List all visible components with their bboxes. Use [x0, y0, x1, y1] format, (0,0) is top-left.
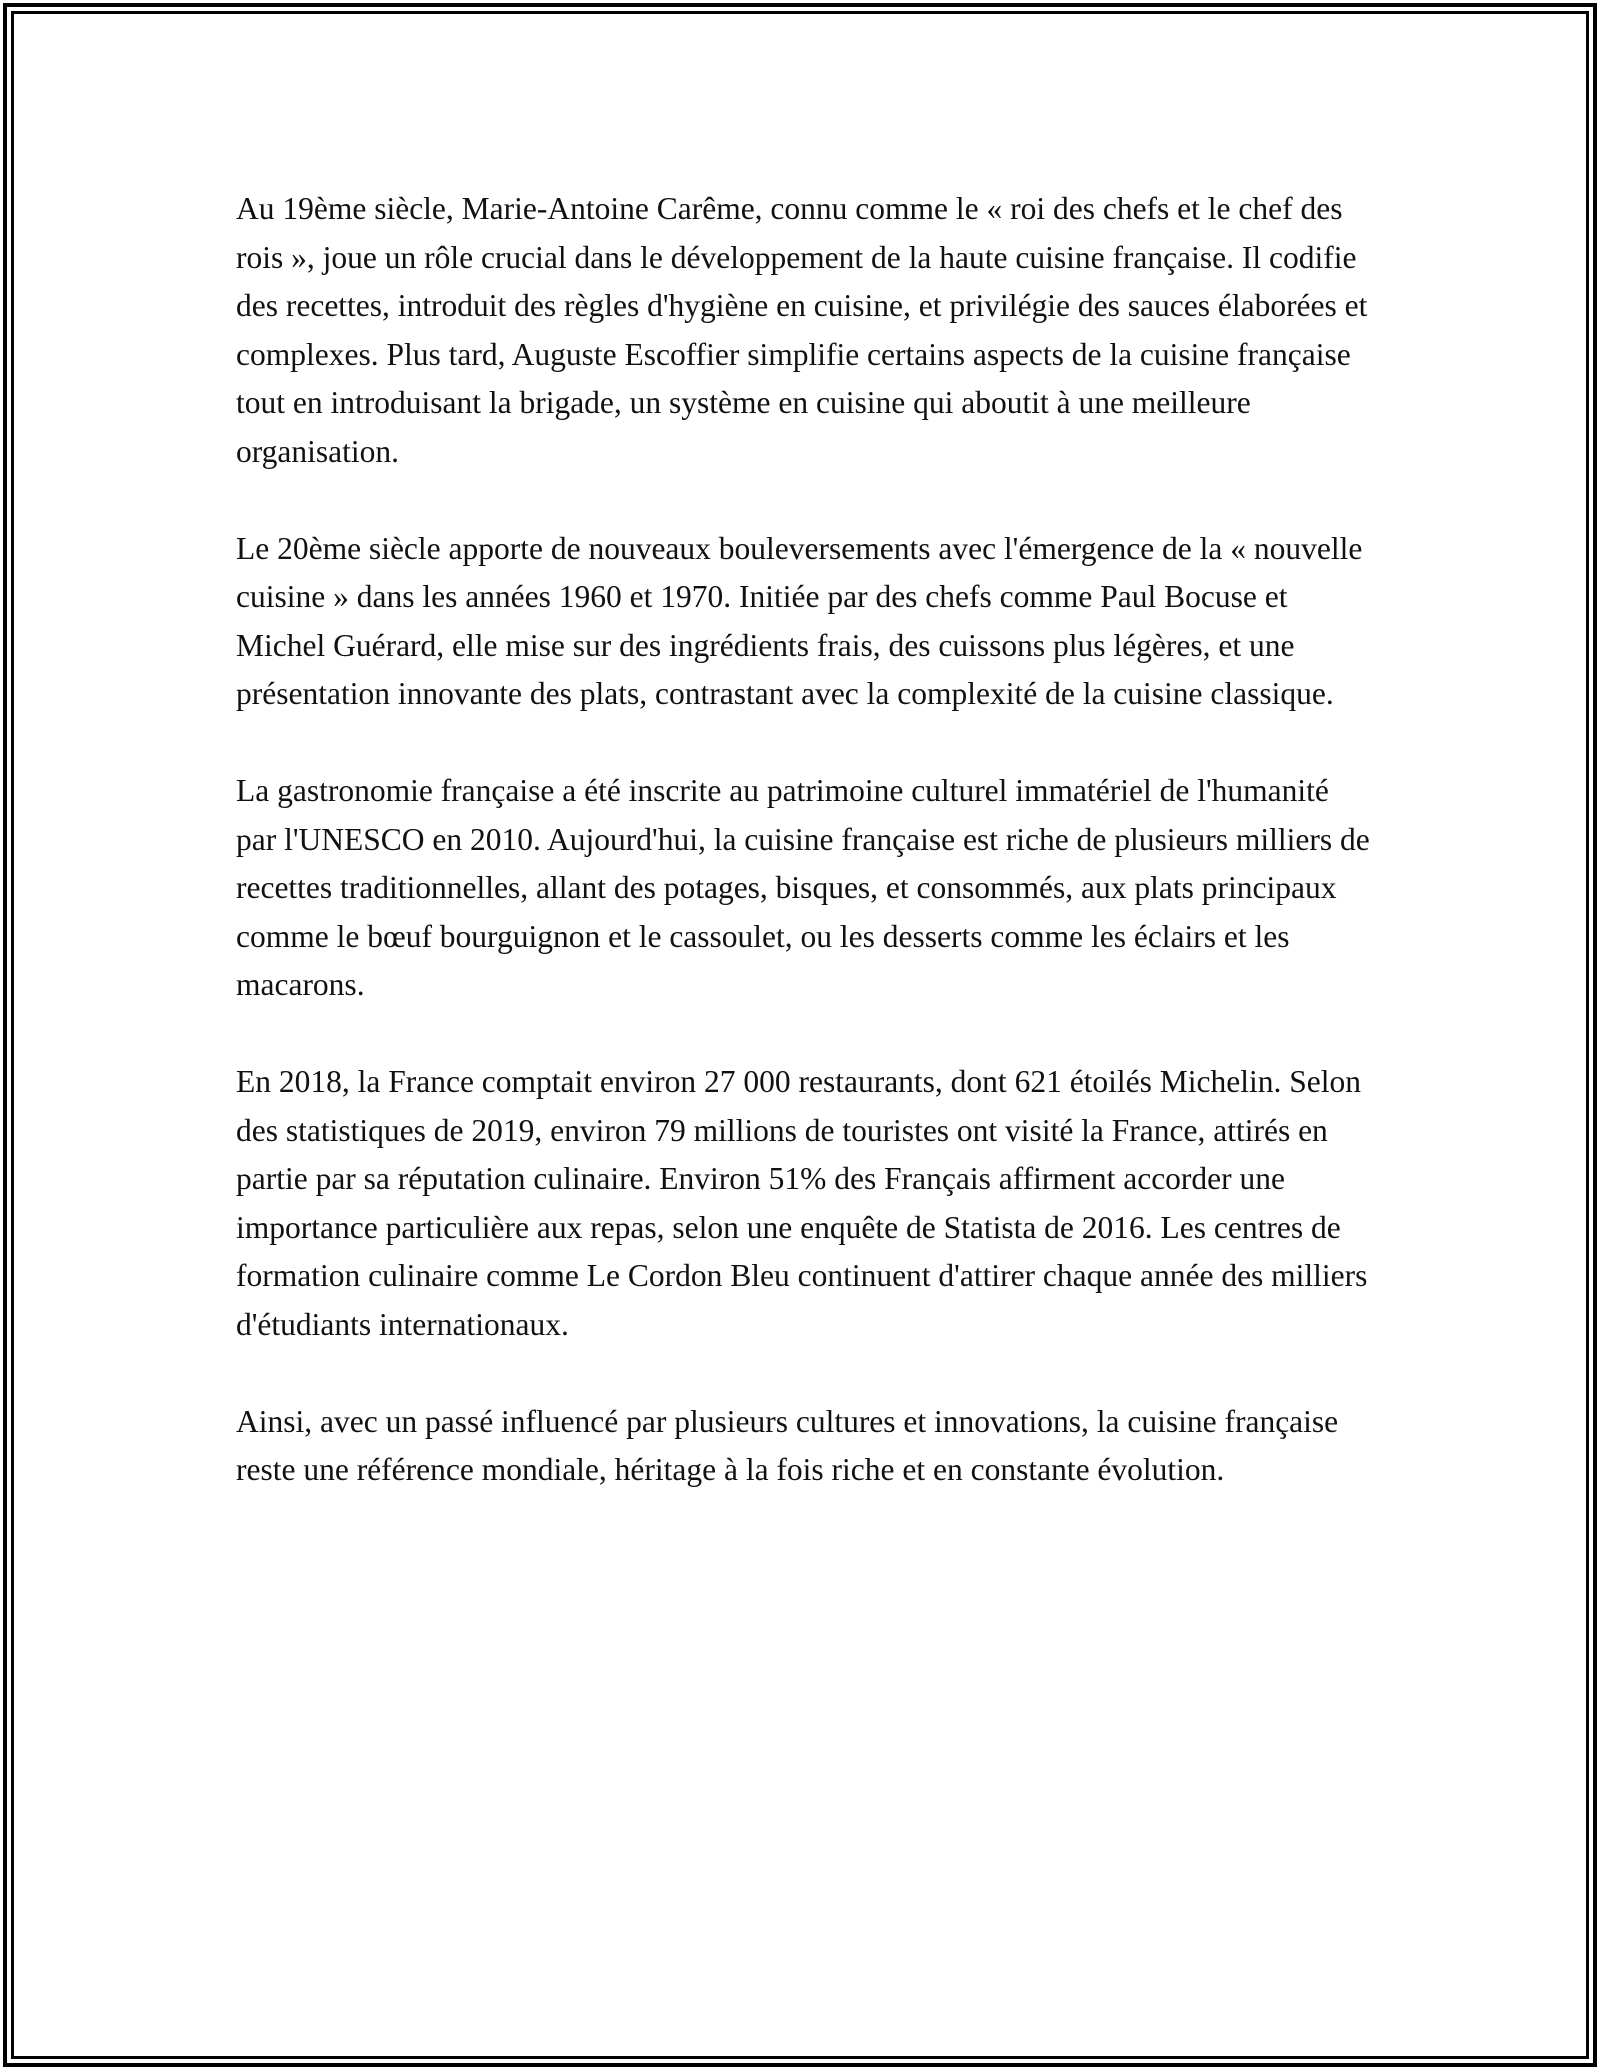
- paragraph-unesco-heritage: La gastronomie française a été inscrite au patrimoine culturel immatériel de l'humanité par l'UNESCO en 2010. Aujourd'hui, la cuisine française est riche de plusieurs milliers de recettes traditionnelles, allant des potages, bisques, et consommés, aux plats principaux comme le bœuf bourguignon et le cassoulet, ou les desserts comme les éclairs et les macarons.: [236, 773, 1370, 1002]
- paragraph-nouvelle-cuisine: Le 20ème siècle apporte de nouveaux bouleversements avec l'émergence de la « nouvelle cuisine » dans les années 1960 et 1970. Initiée par des chefs comme Paul Bocuse et Michel Guérard, elle mise sur des ingrédients frais, des cuissons plus légères, et une présentation innovante des plats, contrastant avec la complexité de la cuisine classique.: [236, 530, 1363, 711]
- paragraph-statistics: En 2018, la France comptait environ 27 000 restaurants, dont 621 étoilés Michelin. Selon des statistiques de 2019, environ 79 millions de touristes ont visité la France, attirés en partie par sa réputation culinaire. Environ 51% des Français affirment accorder une importance particulière aux repas, selon une enquête de Statista de 2016. Les centres de formation culinaire comme Le Cordon Bleu continuent d'attirer chaque année des milliers d'étudiants internationaux.: [236, 1064, 1368, 1342]
- document-body: [236, 185, 1376, 1543]
- paragraph-careme-escoffier: Au 19ème siècle, Marie-Antoine Carême, connu comme le « roi des chefs et le chef des rois », joue un rôle crucial dans le développement de la haute cuisine française. Il codifie des recettes, introduit des règles d'hygiène en cuisine, et privilégie des sauces élaborées et complexes. Plus tard, Auguste Escoffier simplifie certains aspects de la cuisine française tout en introduisant la brigade, un système en cuisine qui aboutit à une meilleure organisation.: [236, 191, 1368, 469]
- paragraph-conclusion: Ainsi, avec un passé influencé par plusieurs cultures et innovations, la cuisine française reste une référence mondiale, héritage à la fois riche et en constante évolution.: [236, 1403, 1339, 1487]
